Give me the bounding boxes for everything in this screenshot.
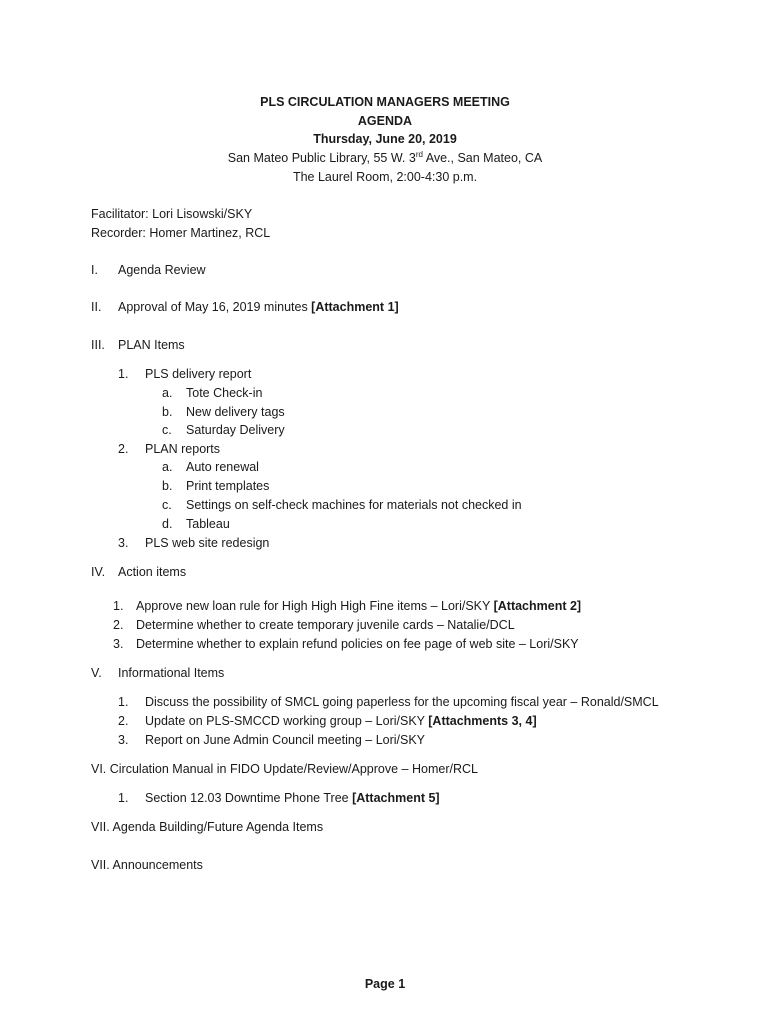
item-text: Update on PLS-SMCCD working group – Lori/SKY [145, 714, 429, 728]
list-item: PLS web site redesign [145, 536, 270, 550]
document-subtitle: AGENDA [357, 114, 413, 128]
section-title [118, 298, 399, 317]
meeting-location [0, 149, 770, 168]
sub-item: Auto renewal [186, 460, 259, 474]
facilitator: Facilitator: Lori Lisowski/SKY [91, 207, 253, 221]
location-ordinal: rd [415, 149, 423, 159]
item-number: 3. [113, 637, 124, 651]
sub-item: Saturday Delivery [186, 423, 285, 437]
list-item [136, 597, 581, 616]
sub-item: Print templates [186, 479, 270, 493]
section-numeral: III. [91, 338, 105, 352]
section-numeral: II. [91, 300, 102, 314]
sub-item-letter: d. [162, 517, 173, 531]
sub-item-letter: a. [162, 460, 173, 474]
section-numeral: IV. [91, 565, 106, 579]
item-number: 2. [118, 442, 129, 456]
sub-item: Tote Check-in [186, 386, 263, 400]
attachment-ref: [Attachment 5] [352, 791, 440, 805]
section-title: Agenda Review [118, 263, 206, 277]
list-item [145, 712, 537, 731]
item-number: 3. [118, 733, 129, 747]
section-text: Approval of May 16, 2019 minutes [118, 300, 312, 314]
list-item: Report on June Admin Council meeting – Lori/SKY [145, 733, 426, 747]
attachment-ref: [Attachments 3, 4] [428, 714, 537, 728]
meeting-room-time: The Laurel Room, 2:00-4:30 p.m. [292, 170, 478, 184]
sub-item-letter: b. [162, 405, 173, 419]
section-title: PLAN Items [118, 338, 185, 352]
section-heading: VI. Circulation Manual in FIDO Update/Review/Approve – Homer/RCL [91, 762, 478, 776]
recorder: Recorder: Homer Martinez, RCL [91, 226, 271, 240]
sub-item: Settings on self-check machines for materials not checked in [186, 498, 522, 512]
item-number: 1. [113, 599, 124, 613]
list-item: Determine whether to create temporary juvenile cards – Natalie/DCL [136, 618, 515, 632]
item-text: Approve new loan rule for High High High Fine items – Lori/SKY [136, 599, 494, 613]
section-heading: VII. Announcements [91, 858, 203, 872]
list-item: Determine whether to explain refund policies on fee page of web site – Lori/SKY [136, 637, 579, 651]
sub-item-letter: a. [162, 386, 173, 400]
meeting-date: Thursday, June 20, 2019 [313, 132, 457, 146]
sub-item: Tableau [186, 517, 230, 531]
list-item: Discuss the possibility of SMCL going paperless for the upcoming fiscal year – Ronald/SMCL [145, 695, 659, 709]
item-number: 1. [118, 367, 129, 381]
item-number: 2. [118, 714, 129, 728]
section-numeral: V. [91, 666, 102, 680]
section-title: Informational Items [118, 666, 225, 680]
sub-item: New delivery tags [186, 405, 285, 419]
location-prefix: San Mateo Public Library, 55 W. 3 [227, 151, 416, 165]
sub-item-letter: c. [162, 498, 172, 512]
sub-item-letter: c. [162, 423, 172, 437]
attachment-ref: [Attachment 1] [311, 300, 399, 314]
section-heading: VII. Agenda Building/Future Agenda Items [91, 820, 324, 834]
item-number: 1. [118, 695, 129, 709]
item-number: 1. [118, 791, 129, 805]
list-item: PLAN reports [145, 442, 221, 456]
attachment-ref: [Attachment 2] [493, 599, 582, 613]
list-item: PLS delivery report [145, 367, 252, 381]
document-title: PLS CIRCULATION MANAGERS MEETING [260, 95, 510, 109]
section-numeral: I. [91, 263, 98, 277]
page-number: Page 1 [364, 977, 406, 991]
sub-item-letter: b. [162, 479, 173, 493]
section-title: Action items [118, 565, 187, 579]
item-number: 3. [118, 536, 129, 550]
list-item [145, 789, 440, 808]
item-text: Section 12.03 Downtime Phone Tree [145, 791, 353, 805]
item-number: 2. [113, 618, 124, 632]
location-suffix: Ave., San Mateo, CA [422, 151, 543, 165]
